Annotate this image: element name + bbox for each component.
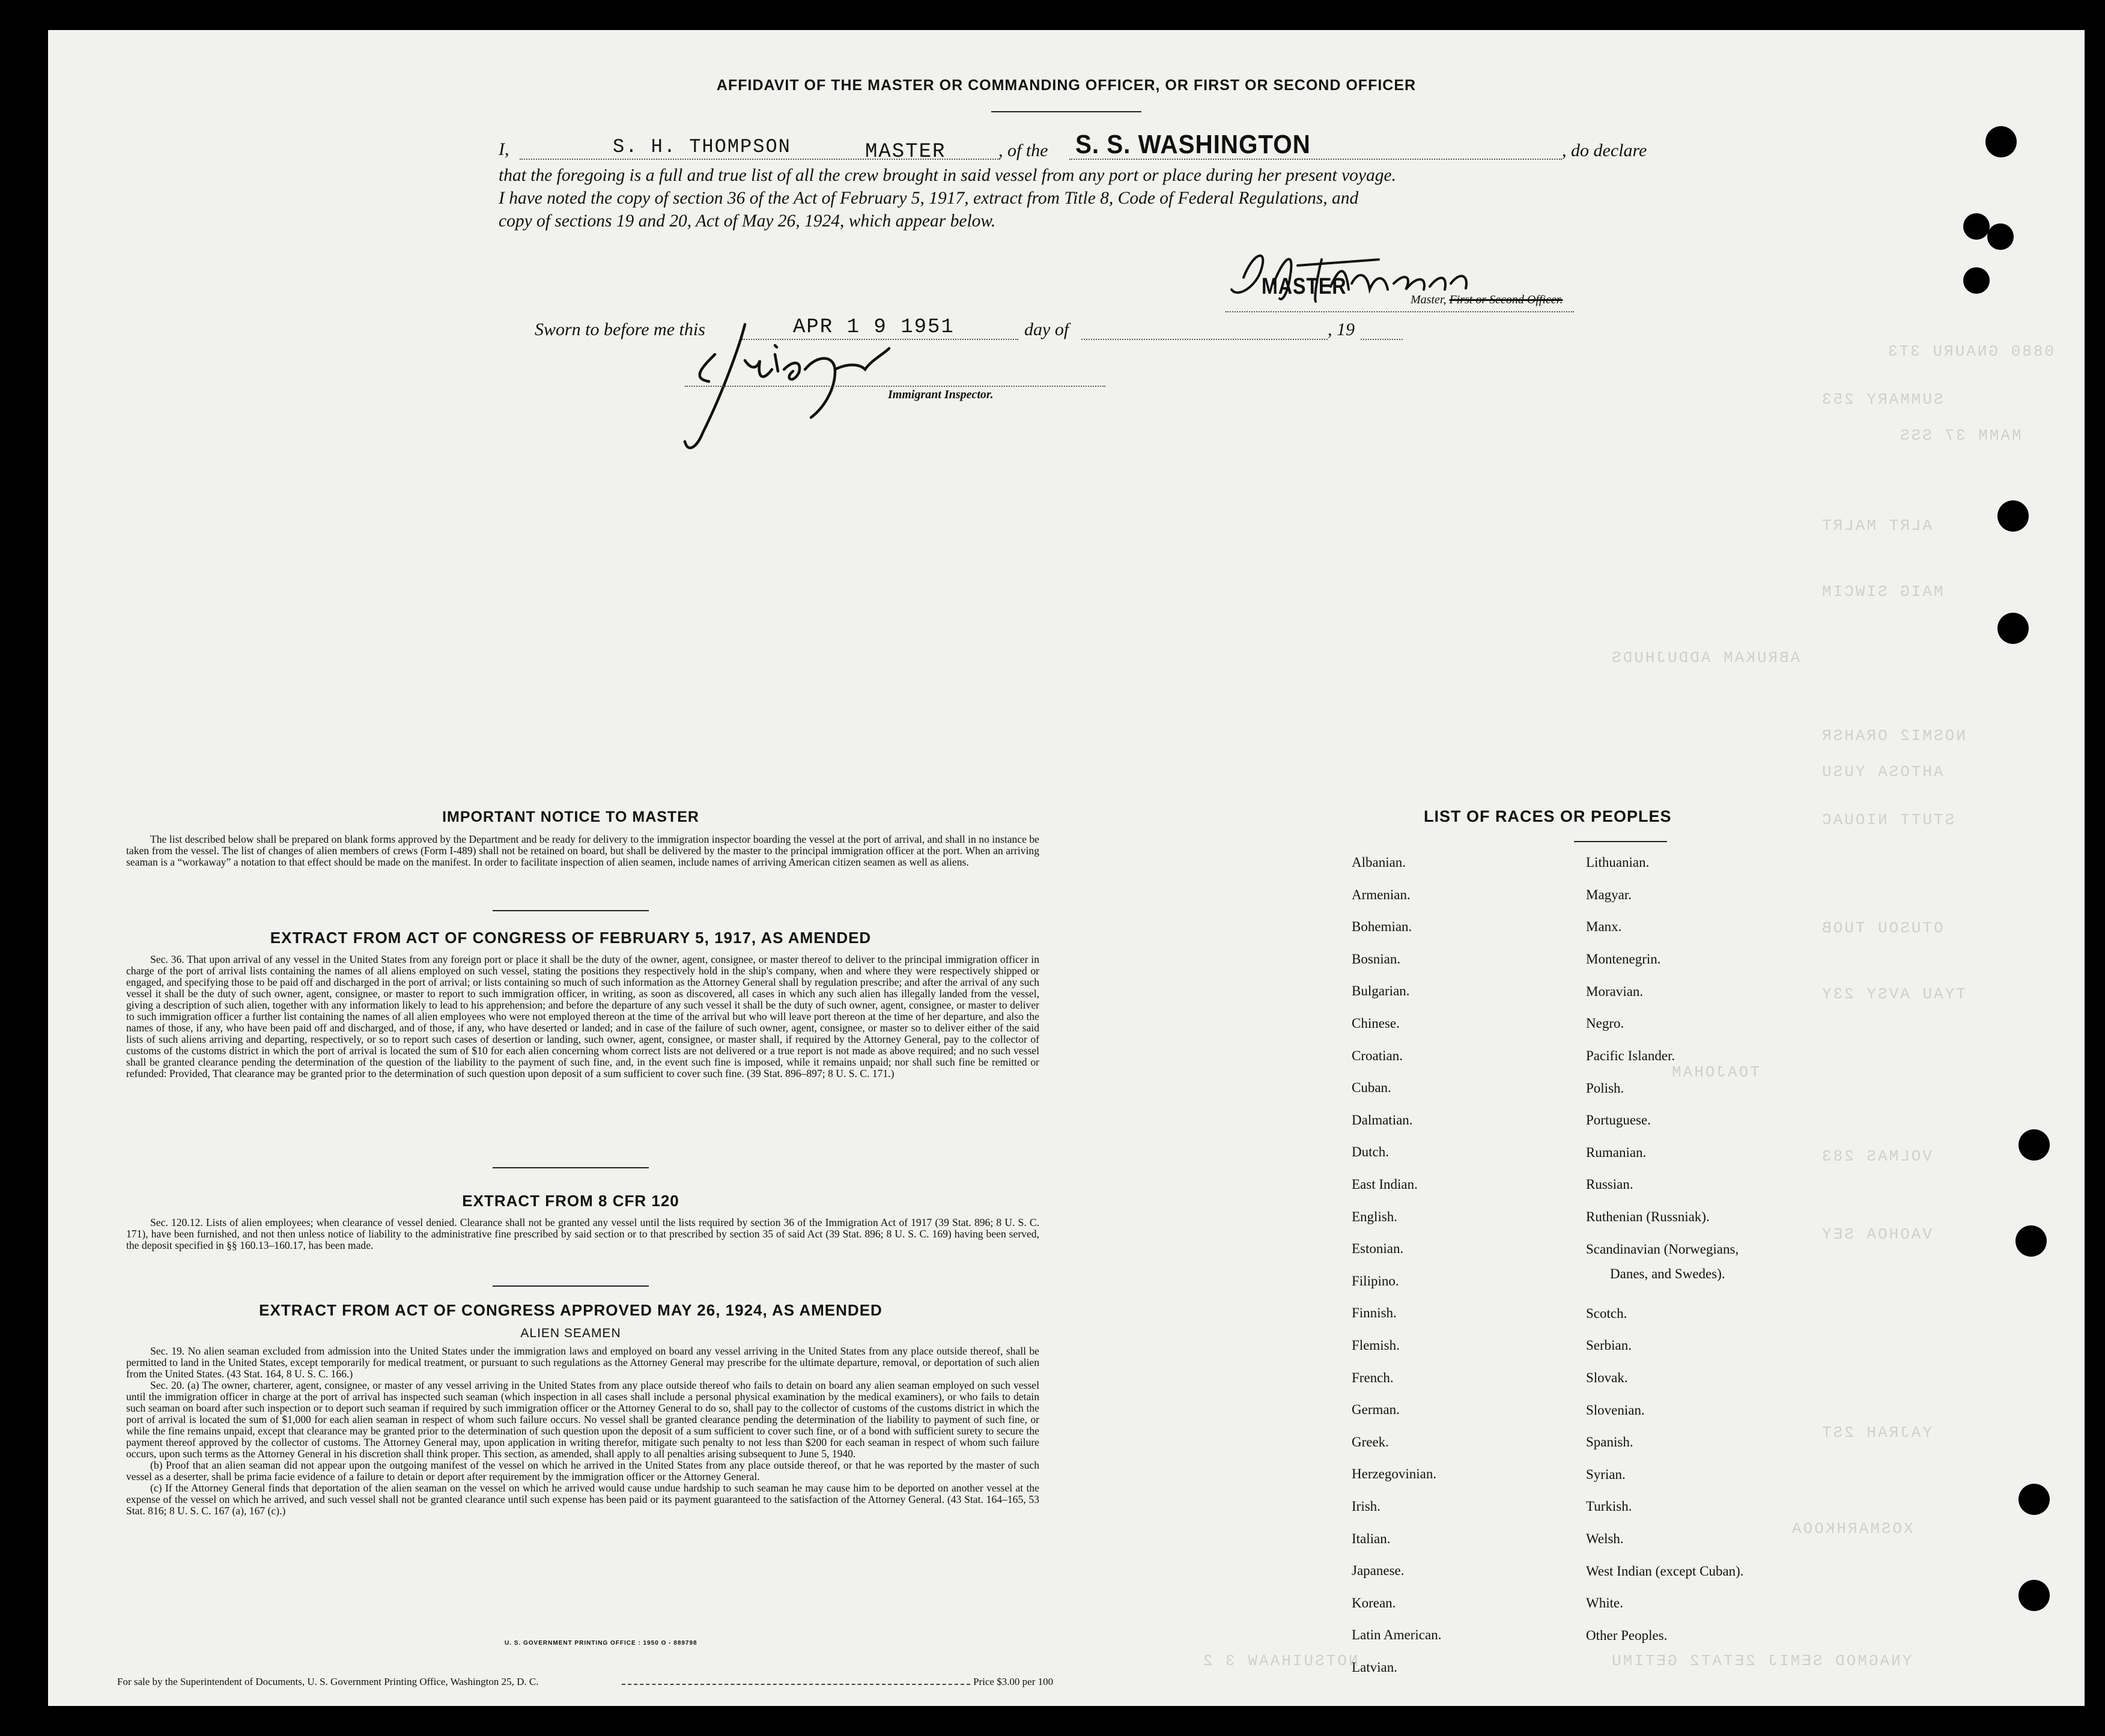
inspector-caption: Immigrant Inspector. (888, 388, 994, 401)
race-item: Polish. (1586, 1081, 1624, 1096)
extract-1924-sec19: Sec. 19. No alien seaman excluded from admission into the United States under the immigration laws and employed on board any vessel arriving in the United States from any place outside thereof, shall be permitted to land in the United States, except temporarily for medical treatment, or pursuant to such regulations as the Attorney General may prescribe for the ultimate departure, removal, or deportation of such alien from the United States. (43 Stat. 164, 8 U. S. C. 166.) (126, 1345, 1039, 1380)
master-rank-stamp: MASTER (1262, 274, 1347, 299)
race-item: Estonian. (1352, 1241, 1404, 1257)
extract-1917-text: Sec. 36. That upon arrival of any vessel in the United States from any foreign port or place it shall be the duty of the owner, agent, consignee, or master thereof to deliver to the principal immigration officer in charge of the port of arrival lists containing the names of all aliens employed on such vessel, stating the positions they respectively hold in the ship's company, when and where they were respectively shipped or engaged, and specifying those to be paid off and discharged in the port of arrival; or lists containing so much of such information as the Attorney General shall by regulation prescribe; and after the arrival of any such vessel it shall be the duty of such owner, agent, consignee, or master to report to such immigration officer, in writing, as soon as discovered, all cases in which any such alien has illegally landed from the vessel, giving a description of such alien, together with any information likely to lead to his apprehension; and before the departure of any such vessel it shall be the duty of such owner, agent, consignee, or master to deliver to such immigration officer a further list containing the names of all alien employees who were not employed thereon at the time of the arrival but who will leave port thereon at the time of her departure, and also the names of those, if any, who have been paid off and discharged, and of those, if any, who have deserted or landed; and in case of the failure of such owner, agent, consignee, or master so to deliver either of the said lists of such aliens arriving and departing, respectively, or so to report such cases of desertion or landing, such owner, agent, consignee, or master shall, if required by the Attorney General, pay to the collector of customs of the customs district in which the port of arrival is located the sum of $10 for each alien concerning whom correct lists are not delivered or a true report is not made as above required; and no such vessel shall be granted clearance pending the determination of the question of the liability to the payment of such fine, and, in the event such fine is imposed, while it remains unpaid; nor shall such fine be remitted or refunded: Provided, That clearance may be granted prior to the determination of such question upon deposit of a sum sufficient to cover such fine. (39 Stat. 896–897; 8 U. S. C. 171.) (126, 953, 1039, 1079)
of-the-text: , of the (998, 141, 1048, 160)
extract-1917-body (126, 954, 1039, 1079)
affidavit-page: 0880 GNAURU 3T3 SUMMARY 253 MAMM 37 SSS ALRT MALRT MAIG SIWCIM ABRUKAM ADDUJHUDS NOSMI2 ORAHSR AHTOSA YUSU STUTT NIOUAC OTUSOU TUOB TYAU AVSY 23Y TOAJOHAM VOLMAS 283 VAOHOA SEY YAJRAH 2ST XOSMARHKOOA YNAGMOD SEMIJ 2ETAT2 GETIMU NOTSUIHAAW 3 2 AFFIDAVIT OF THE MASTER OR COMMANDING OFFICER, OR FIRST OR SECOND OFFICER I, S. H. THOMPSON MASTER , of the S. S. WASHINGTON , do declare that the foregoing is a full and true list of all the crew brought in said vessel from any port or place during her present voyage. I have noted the copy of section 36 of the Act of February 5, 1917, extract from Title 8, Code of Federal Regulations, and copy of sections 19 and 20, Act of May 26, 1924, which appear below. MASTER Master, First or Second Officer. Sworn to before me this APR 1 9 1951 day of , 19 Immigrant Inspector. IMPORTANT NOTICE TO MASTER The list described below shall be prepared on blank forms approved by the Department and be ready for delivery to the immigration inspector boarding the vessel at the port of arrival, and shall in no instance be taken from the vessel. The list of changes of alien members of crews (Form I-489) shall not be retained on board, but shall be delivered by the master to the principal immigration officer at the port. When an arriving seaman is a “workaway” a notation to that effect should be made on the manifest. In order to facilitate inspection of alien seamen, include names of arriving American citizen seamen as well as aliens. EXTRACT FROM ACT OF CONGRESS OF FEBRUARY 5, 1917, AS AMENDED Sec. 36. That upon arrival of any vessel in the United States from any foreign port or place it shall be the duty of the owner, agent, consignee, or master thereof to deliver to the principal immigration officer in charge of the port of arrival lists containing the names of all aliens employed on such vessel, stating the positions they respectively hold in the ship's company, when and where they were respectively shipped or engaged, and specifying those to be paid off and discharged in the port of arrival; or lists containing so much of such information as the Attorney General shall by regulation prescribe; and after the arrival of any such vessel it shall be the duty of such owner, agent, consignee, or master to report to such immigration officer, in writing, as soon as discovered, all cases in which any such alien has illegally landed from the vessel, giving a description of such alien, together with any information likely to lead to his apprehension; and before the departure of any such vessel it shall be the duty of such owner, agent, consignee, or master to deliver to such immigration officer a further list containing the names of all alien employees who were not employed thereon at the time of the arrival but who will leave port thereon at the time of her departure, and also the names of those, if any, who have been paid off and discharged, and of those, if any, who have deserted or landed; and in case of the failure of such owner, agent, consignee, or master so to deliver either of the said lists of such aliens arriving and departing, respectively, or so to report such cases of desertion or landing, such owner, agent, consignee, or master shall, if required by the Attorney General, pay to the collector of customs of the customs district in which the port of arrival is located the sum of $10 for each alien concerning whom correct lists are not delivered or a true report is not made as above required; and no such vessel shall be granted clearance pending the determination of the question of the liability to the payment of such fine, and, in the event such fine is imposed, while it remains unpaid; nor shall such fine be remitted or refunded: Provided, That clearance may be granted prior to the determination of such question upon deposit of a sum sufficient to cover such fine. (39 Stat. 896–897; 8 U. S. C. 171.) EXTRACT FROM 8 CFR 120 Sec. 120.12. Lists of alien employees; when clearance of vessel denied. Clearance shall not be granted any vessel until the lists required by section 36 of the Immigration Act of 1917 (39 Stat. 896; 8 U. S. C. 171), have been furnished, and not then unless notice of liability to the administrative fine prescribed by said section or to that prescribed by section 35 of said Act (39 Stat. 896; 8 U. S. C. 169) having been served, the deposit specified in §§ 160.13–160.17, has been made. EXTRACT FROM ACT OF CONGRESS APPROVED MAY 26, 1924, AS AMENDED ALIEN SEAMEN Sec. 19. No alien seaman excluded from admission into the United States under the immigration laws and employed on board any vessel arriving in the United States from any place outside thereof, shall be permitted to land in the United States, except temporarily for medical treatment, or pursuant to such regulations as the Attorney General may prescribe for the ultimate departure, removal, or deportation of such alien from the United States. (43 Stat. 164, 8 U. S. C. 166.) Sec. 20. (a) The owner, charterer, agent, consignee, or master of any vessel arriving in the United States from any place outside thereof who fails to detain on board any alien seaman employed on such vessel until the immigration officer in charge at the port of arrival has inspected such seaman (which inspection in all cases shall include a personal physical examination by the medical examiners), or who fails to detain such seaman on board after such inspection or to deport such seaman if required by such immigration officer or the Attorney General to do so, shall pay to the collector of customs of the customs district in which the port of arrival is located the sum of $1,000 for each alien seaman in respect of whom such failure occurs. No vessel shall be granted clearance pending the determination of the liability to payment of such fine, or while the fine remains unpaid, except that clearance may be granted prior to the determination of such question upon the deposit of a sum sufficient to cover such fine, or of a bond with sufficient surety to secure the payment thereof approved by the collector of customs. The Attorney General may, upon application in writing therefor, mitigate such penalty to not less than $200 for each seaman in respect of whom such failure occurs, upon such terms as the Attorney General in his discretion shall think proper. This section, as amended, shall apply to all penalties arising subsequent to June 5, 1940. (b) Proof that an alien seaman did not appear upon the outgoing manifest of the vessel on which he arrived in the United States from any place outside thereof, or that he was reported by the master of such vessel as a deserter, shall be prima facie evidence of a failure to detain or deport after requirement by the immigration officer or the Attorney General. (c) If the Attorney General finds that deportation of the alien seaman on the vessel on which he arrived would cause undue hardship to such seaman he may cause him to be deported on another vessel at the expense of the vessel on which he arrived, and such vessel shall not be granted clearance until such expense has been paid or its payment guaranteed to the satisfaction of the Attorney General. (43 Stat. 164–165, 53 Stat. 816; 8 U. S. C. 167 (a), 167 (c).) U. S. GOVERNMENT PRINTING OFFICE : 1950 O - 889798 For sale by the Superintendent of Documents, U. S. Government Printing Office, Washington 25, D. C. Price $3.00 per 100 LIST OF RACES OR PEOPLES Albanian. Armenian. Bohemian. Bosnian. Bulgarian. Chinese. Croatian. Cuban. Dalmatian. Dutch. East Indian. English. Estonian. Filipino. Finnish. Flemish. French. German. Greek. Herzegovinian. Irish. Italian. Japanese. Korean. Latin American. Latvian. Lithuanian. Magyar. Manx. Montenegrin. Moravian. Negro. Pacific Islander. Polish. Portuguese. Rumanian. Russian. Ruthenian (Russniak). Scandinavian (Norwegians, Scotch. Serbian. Slovak. Slovenian. Spanish. Syrian. Turkish. Welsh. West Indian (except Cuban). White. Other Peoples. Danes, and Swedes). (48, 30, 2085, 1706)
races-title: LIST OF RACES OR PEOPLES (1424, 807, 1672, 825)
notice-title: IMPORTANT NOTICE TO MASTER (442, 809, 699, 825)
year-line (1361, 339, 1403, 340)
race-item: Chinese. (1352, 1016, 1400, 1031)
punch-hole (1997, 500, 2029, 532)
race-item: Ruthenian (Russniak). (1586, 1209, 1710, 1224)
race-item: English. (1352, 1209, 1398, 1224)
gpo-imprint: U. S. GOVERNMENT PRINTING OFFICE : 1950 O - 889798 (505, 1640, 697, 1646)
race-item: Bohemian. (1352, 919, 1412, 935)
race-item: Lithuanian. (1586, 855, 1650, 870)
race-item: German. (1352, 1402, 1400, 1418)
race-item: Greek. (1352, 1434, 1389, 1449)
race-item: Other Peoples. (1586, 1628, 1668, 1643)
affidavit-pronoun: I, (499, 139, 509, 159)
vessel-name: S. S. WASHINGTON (1075, 130, 1311, 159)
race-item: Bosnian. (1352, 951, 1401, 967)
race-item: Manx. (1586, 919, 1622, 934)
title-divider (991, 111, 1141, 112)
race-item: Portuguese. (1586, 1112, 1651, 1127)
footer-sale-note: For sale by the Superintendent of Documents, U. S. Government Printing Office, Washington 25, D. C. (117, 1676, 539, 1687)
race-item: Herzegovinian. (1352, 1466, 1437, 1482)
notice-divider (493, 910, 649, 911)
extract-1924-sec20c: (c) If the Attorney General finds that deportation of the alien seaman on the vessel on which he arrived would cause undue hardship to such seaman he may cause him to be deported on another vessel at the expense of the vessel on which he arrived, and such vessel shall not be granted clearance until such expense has been paid or its payment guaranteed to the satisfaction of the Attorney General. (43 Stat. 164–165, 53 Stat. 816; 8 U. S. C. 167 (a), 167 (c).) (126, 1482, 1039, 1517)
affidavit-line-2: that the foregoing is a full and true list of all the crew brought in said vessel from any port or place during her present voyage. (499, 166, 1396, 185)
race-item: Finnish. (1352, 1305, 1397, 1321)
master-caption-start: Master, (1411, 293, 1447, 306)
footer-leader-dots (622, 1684, 970, 1685)
master-signature-line (1226, 311, 1574, 312)
affidavit-line-3: I have noted the copy of section 36 of the Act of February 5, 1917, extract from Title 8, Code of Federal Regulations, and (499, 189, 1359, 208)
race-item: Armenian. (1352, 887, 1411, 902)
race-item: Latin American. (1352, 1627, 1442, 1643)
race-item: French. (1352, 1370, 1394, 1385)
day-of-text: day of (1024, 320, 1069, 339)
race-item: Negro. (1586, 1016, 1624, 1031)
extract-cfr-divider (493, 1285, 649, 1287)
extract-cfr-body (126, 1217, 1039, 1251)
extract-cfr-title: EXTRACT FROM 8 CFR 120 (462, 1192, 679, 1210)
footer-price: Price $3.00 per 100 (973, 1676, 1054, 1687)
race-item: Italian. (1352, 1531, 1391, 1546)
race-item: Russian. (1586, 1177, 1633, 1192)
master-caption-struck: First or Second Officer. (1449, 293, 1563, 306)
race-item: White. (1586, 1595, 1623, 1610)
race-item: Korean. (1352, 1595, 1396, 1610)
race-item: Slovenian. (1586, 1403, 1645, 1418)
race-item: Serbian. (1586, 1338, 1632, 1353)
extract-1924-title: EXTRACT FROM ACT OF CONGRESS APPROVED MAY 26, 1924, AS AMENDED (259, 1301, 882, 1319)
punch-hole (1985, 126, 2017, 157)
race-item: Rumanian. (1586, 1145, 1647, 1160)
extract-1917-title: EXTRACT FROM ACT OF CONGRESS OF FEBRUARY 5, 1917, AS AMENDED (270, 929, 872, 947)
affidavit-line-4: copy of sections 19 and 20, Act of May 26, 1924, which appear below. (499, 211, 996, 231)
punch-hole (2015, 1225, 2047, 1257)
race-item: Syrian. (1586, 1467, 1626, 1482)
sworn-date: APR 1 9 1951 (793, 316, 955, 339)
punch-hole (1963, 267, 1990, 294)
do-declare-text: , do declare (1562, 141, 1647, 160)
race-item: Slovak. (1586, 1370, 1628, 1385)
month-line (1081, 339, 1328, 340)
extract-1917-divider (493, 1167, 649, 1168)
affidavit-title: AFFIDAVIT OF THE MASTER OR COMMANDING OFFICER, OR FIRST OR SECOND OFFICER (716, 77, 1417, 94)
extract-1924-subtitle: ALIEN SEAMEN (520, 1326, 621, 1340)
race-item: Scandinavian (Norwegians, (1586, 1242, 1739, 1257)
extract-1924-body (126, 1346, 1039, 1517)
officer-name: S. H. THOMPSON (613, 136, 791, 158)
year-prefix: , 19 (1328, 320, 1355, 339)
extract-cfr-text: Sec. 120.12. Lists of alien employees; when clearance of vessel denied. Clearance shall not be granted any vessel until the lists required by section 36 of the Immigration Act of 1917 (39 Stat. 896; 8 U. S. C. 171), have been furnished, and not then unless notice of liability to the administrative fine prescribed by said section or to that prescribed by section 35 of said Act (39 Stat. 896; 8 U. S. C. 169) having been served, the deposit specified in §§ 160.13–160.17, has been made. (126, 1216, 1039, 1251)
race-item: Moravian. (1586, 984, 1644, 999)
extract-1924-sec20b: (b) Proof that an alien seaman did not appear upon the outgoing manifest of the vessel on which he arrived in the United States from any place outside thereof, or that he was reported by the master of such vessel as a deserter, shall be prima facie evidence of a failure to detain or deport after requirement by the immigration officer or the Attorney General. (126, 1459, 1039, 1483)
race-item: Turkish. (1586, 1499, 1632, 1514)
extract-1924-sec20a: Sec. 20. (a) The owner, charterer, agent, consignee, or master of any vessel arriving in the United States from any place outside thereof who fails to detain on board any alien seaman employed on such vessel until the immigration officer in charge at the port of arrival has inspected such seaman (which inspection in all cases shall include a personal physical examination by the medical examiners), or who fails to detain such seaman on board after such inspection or to deport such seaman if required by such immigration officer or the Attorney General to do so, shall pay to the collector of customs of the customs district in which the port of arrival is located the sum of $1,000 for each alien seaman in respect of whom such failure occurs. No vessel shall be granted clearance pending the determination of the liability to payment of such fine, or while the fine remains unpaid, except that clearance may be granted prior to the determination of such question upon the deposit of a sum sufficient to cover such fine, or of a bond with sufficient surety to secure the payment thereof approved by the collector of customs. The Attorney General may, upon application in writing therefor, mitigate such penalty to not less than $200 for each seaman in respect of whom such failure occurs, upon such terms as the Attorney General in his discretion shall think proper. This section, as amended, shall apply to all penalties arising subsequent to June 5, 1940. (126, 1379, 1039, 1460)
race-scandinavian-continued: Danes, and Swedes). (1610, 1266, 1725, 1281)
race-item: Filipino. (1352, 1273, 1399, 1288)
race-item: Albanian. (1352, 855, 1406, 870)
race-item: Scotch. (1586, 1306, 1627, 1321)
master-caption (1411, 293, 1563, 307)
race-item: Welsh. (1586, 1531, 1624, 1546)
punch-hole (1987, 223, 2014, 250)
sworn-prefix: Sworn to before me this (535, 320, 705, 339)
race-item: Spanish. (1586, 1434, 1633, 1449)
race-item: Flemish. (1352, 1338, 1400, 1353)
race-item: Japanese. (1352, 1563, 1405, 1579)
race-item: Irish. (1352, 1499, 1381, 1514)
race-item: West Indian (except Cuban). (1586, 1564, 1744, 1579)
race-item: Latvian. (1352, 1660, 1397, 1675)
punch-hole (2018, 1580, 2050, 1611)
race-item: Magyar. (1586, 887, 1632, 902)
race-item: Dalmatian. (1352, 1112, 1413, 1127)
inspector-signature (655, 312, 937, 463)
races-divider (1574, 841, 1667, 842)
race-item: Croatian. (1352, 1048, 1403, 1063)
race-item: Dutch. (1352, 1144, 1389, 1160)
race-item: Cuban. (1352, 1080, 1391, 1096)
race-item: Bulgarian. (1352, 983, 1410, 999)
punch-hole (1997, 613, 2029, 644)
inspector-signature-line (685, 386, 1105, 387)
race-item: Pacific Islander. (1586, 1048, 1675, 1063)
notice-body-text: The list described below shall be prepared on blank forms approved by the Department and be ready for delivery to the immigration inspector boarding the vessel at the port of arrival, and shall in no instance be taken from the vessel. The list of changes of alien members of crews (Form I-489) shall not be retained on board, but shall be delivered by the master to the principal immigration officer at the port. When an arriving seaman is a “workaway” a notation to that effect should be made on the manifest. In order to facilitate inspection of alien seamen, include names of arriving American citizen seamen as well as aliens. (126, 833, 1039, 868)
punch-hole (2018, 1129, 2050, 1161)
officer-rank: MASTER (865, 141, 946, 163)
punch-hole (2018, 1484, 2050, 1515)
notice-body (126, 834, 1039, 868)
punch-hole (1963, 213, 1990, 240)
race-item: Montenegrin. (1586, 951, 1661, 967)
race-item: East Indian. (1352, 1177, 1418, 1192)
